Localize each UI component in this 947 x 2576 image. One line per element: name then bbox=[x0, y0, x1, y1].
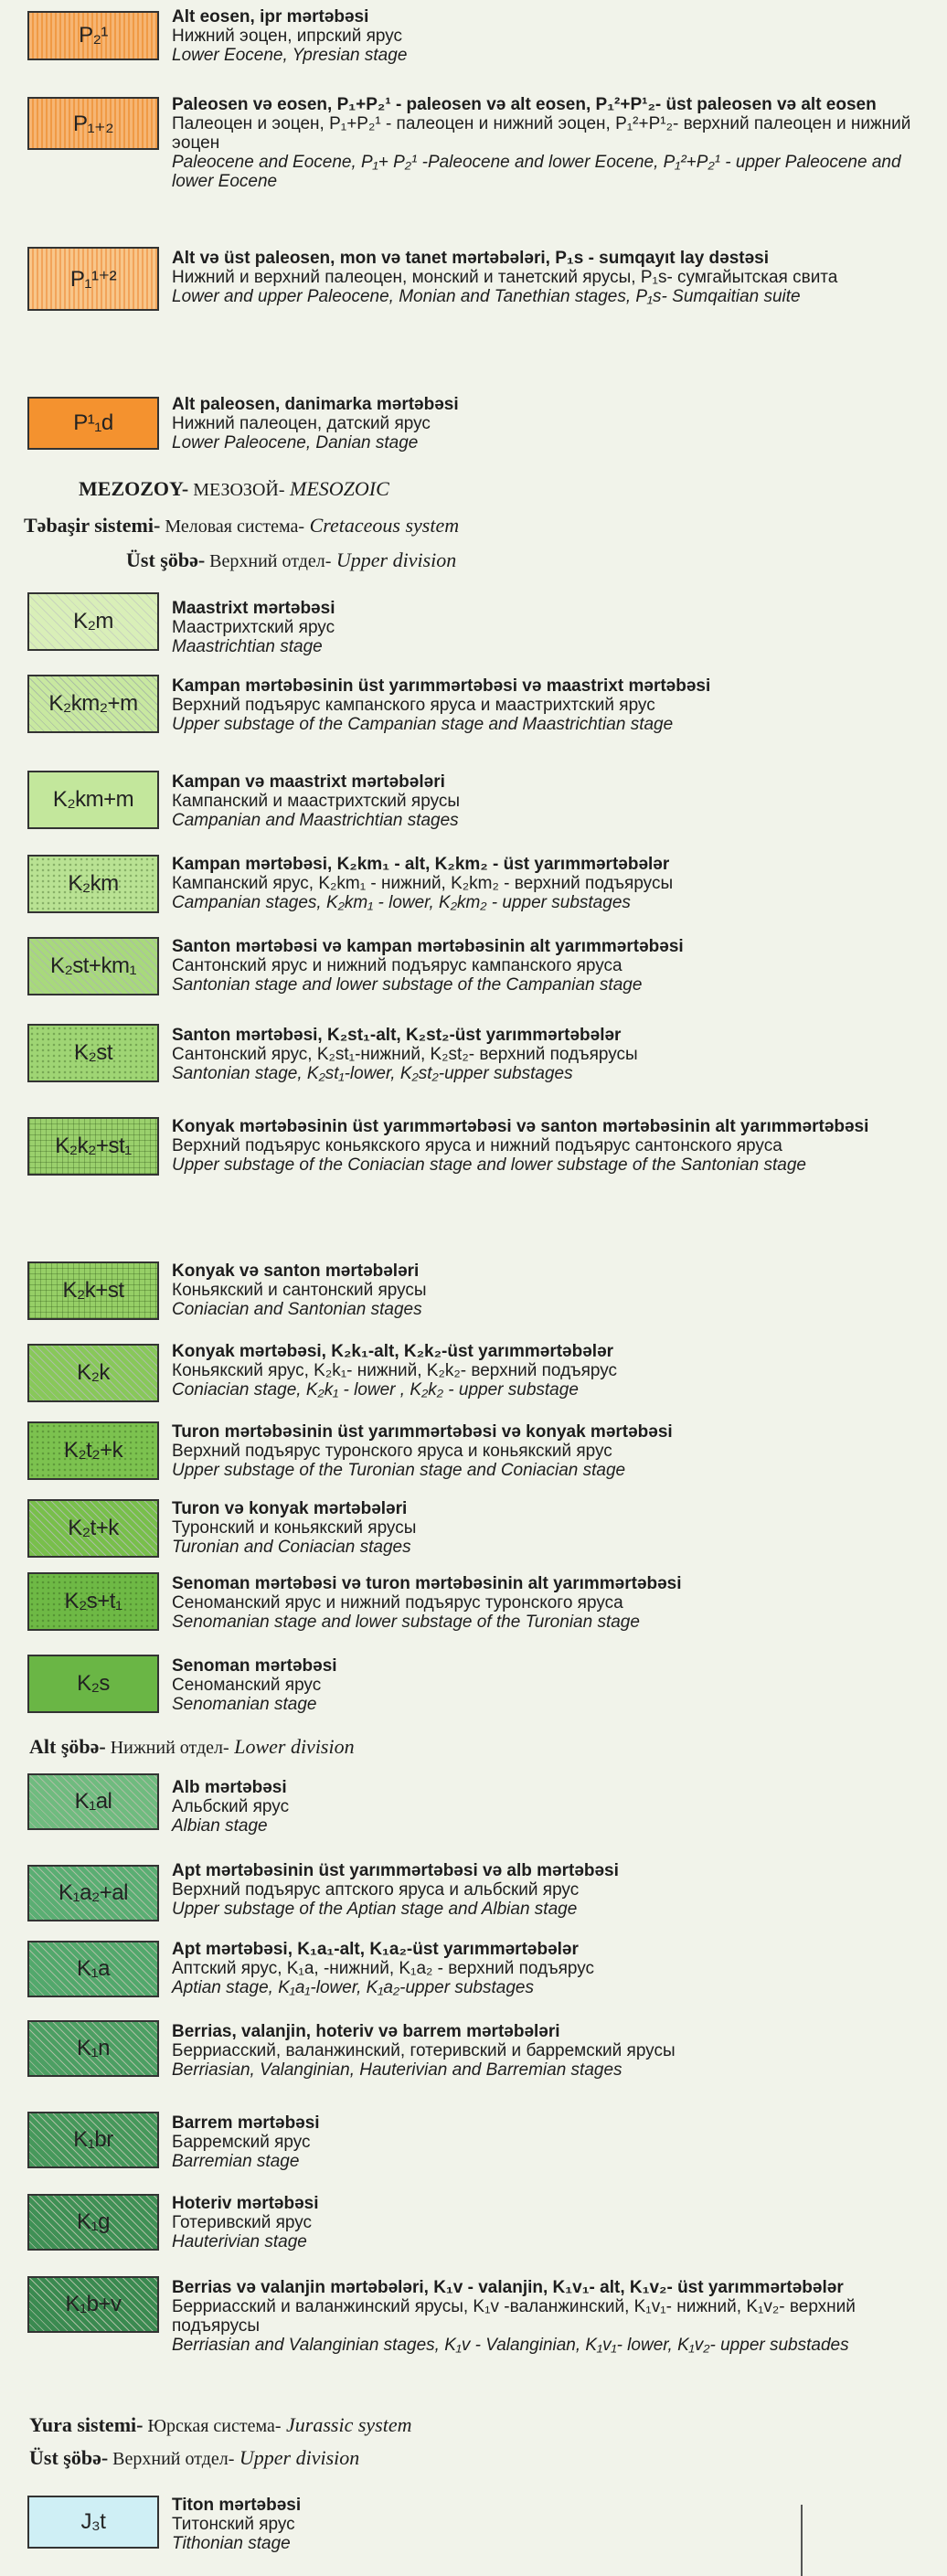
legend-swatch: P₂¹ bbox=[27, 11, 159, 60]
legend-label-en: Albian stage bbox=[172, 1816, 268, 1836]
legend-label-ru: Кампанский ярус, K₂km₁ - нижний, K₂km₂ - верхний подъярусы bbox=[172, 874, 674, 893]
heading-ru: Юрская система- bbox=[143, 2416, 282, 2436]
legend-label-ru: Верхний подъярус аптского яруса и альбский ярус bbox=[172, 1880, 580, 1900]
heading-cretaceous bbox=[24, 514, 459, 538]
legend-label-az: Berrias və valanjin mərtəbələri, K₁v - valanjin, K₁v₁- alt, K₁v₂- üst yarımmərtəbələr bbox=[172, 2278, 844, 2297]
legend-label-az: Kampan mərtəbəsinin üst yarımmərtəbəsi və maastrixt mərtəbəsi bbox=[172, 676, 711, 696]
legend-text bbox=[172, 1261, 921, 1319]
heading-upper-division-jurassic bbox=[29, 2446, 359, 2470]
legend-swatch: K₂km₂+m bbox=[27, 675, 159, 733]
legend-text bbox=[172, 676, 921, 734]
legend-label-az: Santon mərtəbəsi, K₂st₁-alt, K₂st₂-üst yarımmərtəbələr bbox=[172, 1026, 622, 1045]
legend-text bbox=[172, 1499, 921, 1557]
legend-label-ru: Кампанский и маастрихтский ярусы bbox=[172, 792, 461, 811]
legend-label-en: Coniacian and Santonian stages bbox=[172, 1300, 422, 1319]
legend-label-az: Titon mərtəbəsi bbox=[172, 2496, 302, 2515]
legend-swatch: K₁a₂+al bbox=[27, 1865, 159, 1921]
legend-label-az: Apt mərtəbəsi, K₁a₁-alt, K₁a₂-üst yarımmərtəbələr bbox=[172, 1940, 579, 1959]
legend-swatch: K₂s+t₁ bbox=[27, 1572, 159, 1631]
legend-swatch: K₂t+k bbox=[27, 1499, 159, 1558]
legend-label-en: Senomanian stage and lower substage of the Turonian stage bbox=[172, 1613, 640, 1632]
legend-label-ru: Барремский ярус bbox=[172, 2133, 311, 2152]
legend-label-en: Campanian and Maastrichtian stages bbox=[172, 811, 459, 830]
legend-label-az: Alt paleosen, danimarka mərtəbəsi bbox=[172, 395, 459, 414]
legend-label-en: Lower Paleocene, Danian stage bbox=[172, 433, 419, 452]
legend-label-az: Barrem mərtəbəsi bbox=[172, 2113, 320, 2133]
legend-label-en: Hauterivian stage bbox=[172, 2232, 307, 2251]
legend-label-az: Hoteriv mərtəbəsi bbox=[172, 2194, 319, 2213]
legend-text bbox=[172, 1861, 921, 1919]
heading-ru: МЕЗОЗОЙ- bbox=[188, 480, 285, 500]
legend-swatch: K₂m bbox=[27, 592, 159, 651]
legend-swatch: P₁¹⁺² bbox=[27, 247, 159, 311]
legend-label-ru: Нижний эоцен, ипрский ярус bbox=[172, 27, 403, 46]
legend-label-en: Campanian stages, K₂km₁ - lower, K₂km₂ - upper substages bbox=[172, 893, 631, 912]
legend-text bbox=[172, 2022, 921, 2080]
legend-text bbox=[172, 1422, 921, 1480]
legend-label-en: Lower and upper Paleocene, Monian and Tanethian stages, P₁s- Sumqaitian suite bbox=[172, 287, 801, 306]
legend-label-az: Kampan və maastrixt mərtəbələri bbox=[172, 772, 445, 792]
legend-label-az: Berrias, valanjin, hoteriv və barrem mərtəbələri bbox=[172, 2022, 560, 2041]
heading-az: Üst şöbə- bbox=[29, 2446, 109, 2469]
legend-label-en: Berriasian, Valanginian, Hauterivian and Barremian stages bbox=[172, 2060, 622, 2080]
legend-label-az: Senoman mərtəbəsi və turon mərtəbəsinin alt yarımmərtəbəsi bbox=[172, 1574, 682, 1593]
legend-text bbox=[172, 2113, 921, 2171]
legend-label-ru: Коньякский и сантонский ярусы bbox=[172, 1281, 427, 1300]
legend-text bbox=[172, 2496, 921, 2553]
heading-ru: Нижний отдел- bbox=[105, 1738, 229, 1758]
legend-text bbox=[172, 855, 921, 912]
legend-label-az: Maastrixt mərtəbəsi bbox=[172, 599, 335, 618]
legend-text bbox=[172, 1778, 921, 1836]
heading-az: MEZOZOY- bbox=[79, 477, 189, 500]
legend-label-az: Senoman mərtəbəsi bbox=[172, 1656, 337, 1676]
legend-label-en: Upper substage of the Campanian stage and Maastrichtian stage bbox=[172, 715, 674, 734]
legend-label-ru: Маастрихтский ярус bbox=[172, 618, 335, 637]
legend-label-ru: Аптский ярус, K₁a, -нижний, K₁a₂ - верхний подъярус bbox=[172, 1959, 595, 1978]
legend-swatch: K₂s bbox=[27, 1655, 159, 1713]
legend-swatch: K₁g bbox=[27, 2194, 159, 2251]
legend-swatch: K₁b+v bbox=[27, 2276, 159, 2333]
heading-en: MESOZOIC bbox=[284, 477, 389, 500]
legend-label-ru: Титонский ярус bbox=[172, 2515, 295, 2534]
legend-label-ru: Сантонский ярус и нижний подъярус кампанского яруса bbox=[172, 956, 622, 975]
heading-az: Yura sistemi- bbox=[29, 2413, 144, 2436]
legend-label-en: Senomanian stage bbox=[172, 1695, 317, 1714]
legend-text bbox=[172, 1117, 921, 1175]
legend-label-en: Aptian stage, K₁a₁-lower, K₁a₂-upper substages bbox=[172, 1978, 534, 1997]
legend-label-az: Turon mərtəbəsinin üst yarımmərtəbəsi və konyak mərtəbəsi bbox=[172, 1422, 673, 1442]
legend-label-en: Coniacian stage, K₂k₁ - lower , K₂k₂ - upper substage bbox=[172, 1380, 579, 1400]
heading-upper-division bbox=[126, 548, 456, 572]
legend-swatch: K₂km+m bbox=[27, 771, 159, 829]
heading-en: Cretaceous system bbox=[304, 514, 460, 537]
heading-en: Lower division bbox=[229, 1735, 355, 1758]
legend-swatch: K₂k+st bbox=[27, 1261, 159, 1320]
legend-label-en: Turonian and Coniacian stages bbox=[172, 1538, 411, 1557]
legend-label-en: Upper substage of the Aptian stage and Albian stage bbox=[172, 1900, 578, 1919]
heading-az: Üst şöbə- bbox=[126, 548, 206, 571]
legend-label-ru: Берриасский и валанжинский ярусы, K₁v -валанжинский, K₁v₁- нижний, K₁v₂- верхний подъярусы bbox=[172, 2297, 856, 2336]
legend-swatch: P₁₊₂ bbox=[27, 97, 159, 150]
legend-swatch: K₂t₂+k bbox=[27, 1421, 159, 1480]
legend-label-ru: Альбский ярус bbox=[172, 1797, 290, 1816]
heading-ru: Верхний отдел- bbox=[108, 2449, 235, 2469]
legend-label-en: Lower Eocene, Ypresian stage bbox=[172, 46, 408, 65]
legend-text bbox=[172, 2194, 921, 2251]
heading-jurassic bbox=[29, 2413, 412, 2437]
legend-label-ru: Сантонский ярус, K₂st₁-нижний, K₂st₂- верхний подъярусы bbox=[172, 1045, 638, 1064]
legend-text bbox=[172, 599, 921, 656]
legend-label-az: Konyak mərtəbəsinin üst yarımmərtəbəsi və santon mərtəbəsinin alt yarımmərtəbəsi bbox=[172, 1117, 869, 1136]
heading-az: Təbaşir sistemi- bbox=[24, 514, 161, 537]
legend-label-az: Alb mərtəbəsi bbox=[172, 1778, 287, 1797]
legend-label-az: Apt mərtəbəsinin üst yarımmərtəbəsi və alb mərtəbəsi bbox=[172, 1861, 619, 1880]
legend-swatch: K₁a bbox=[27, 1941, 159, 1997]
heading-en: Upper division bbox=[234, 2446, 360, 2469]
legend-label-ru: Сеноманский ярус и нижний подъярус туронского яруса bbox=[172, 1593, 623, 1613]
legend-swatch: K₂km bbox=[27, 855, 159, 913]
legend-label-en: Santonian stage, K₂st₁-lower, K₂st₂-upper substages bbox=[172, 1064, 573, 1083]
legend-label-az: Konyak və santon mərtəbələri bbox=[172, 1261, 420, 1281]
legend-label-en: Upper substage of the Coniacian stage and lower substage of the Santonian stage bbox=[172, 1155, 806, 1175]
legend-label-ru: Верхний подъярус коньякского яруса и нижний подъярус сантонского яруса bbox=[172, 1136, 782, 1155]
legend-text bbox=[172, 1656, 921, 1714]
legend-label-en: Berriasian and Valanginian stages, K₁v - Valanginian, K₁v₁- lower, K₁v₂- upper substades bbox=[172, 2336, 849, 2355]
legend-label-en: Maastrichtian stage bbox=[172, 637, 323, 656]
legend-label-az: Turon və konyak mərtəbələri bbox=[172, 1499, 408, 1518]
legend-swatch: K₂st bbox=[27, 1024, 159, 1082]
legend-swatch: P¹₁d bbox=[27, 397, 159, 450]
legend-label-en: Santonian stage and lower substage of the Campanian stage bbox=[172, 975, 643, 995]
heading-en: Upper division bbox=[331, 548, 457, 571]
legend-label-ru: Верхний подъярус туронского яруса и коньякский ярус bbox=[172, 1442, 612, 1461]
heading-lower-division bbox=[29, 1735, 355, 1759]
legend-swatch: K₂k₂+st₁ bbox=[27, 1117, 159, 1176]
legend-text bbox=[172, 1574, 921, 1632]
legend-label-en: Paleocene and Eocene, P₁+ P₂¹ -Paleocene and lower Eocene, P₁²+P₂¹ - upper Paleocene and lower Eocene bbox=[172, 153, 901, 191]
legend-text bbox=[172, 772, 921, 830]
legend-swatch: K₁br bbox=[27, 2112, 159, 2168]
legend-label-ru: Берриасский, валанжинский, готеривский и барремский ярусы bbox=[172, 2041, 676, 2060]
legend-text bbox=[172, 1940, 921, 1997]
legend-text bbox=[172, 2278, 921, 2355]
legend-label-ru: Сеноманский ярус bbox=[172, 1676, 322, 1695]
legend-label-az: Paleosen və eosen, P₁+P₂¹ - paleosen və alt eosen, P₁²+P¹₂- üst paleosen və alt eosen bbox=[172, 95, 877, 114]
heading-mesozoic bbox=[79, 477, 389, 501]
legend-label-az: Kampan mərtəbəsi, K₂km₁ - alt, K₂km₂ - üst yarımmərtəbələr bbox=[172, 855, 670, 874]
heading-en: Jurassic system bbox=[281, 2413, 412, 2436]
legend-label-ru: Верхний подъярус кампанского яруса и маастрихтский ярус bbox=[172, 696, 655, 715]
legend-swatch: K₂st+km₁ bbox=[27, 937, 159, 995]
legend-swatch: K₂k bbox=[27, 1344, 159, 1402]
legend-text bbox=[172, 1342, 921, 1400]
legend-label-ru: Коньякский ярус, K₂k₁- нижний, K₂k₂- верхний подъярус bbox=[172, 1361, 618, 1380]
legend-label-ru: Нижний и верхний палеоцен, монский и танетский ярусы, P₁s- сумгайытская свита bbox=[172, 268, 838, 287]
legend-label-az: Alt və üst paleosen, mon və tanet mərtəbələri, P₁s - sumqayıt lay dəstəsi bbox=[172, 249, 770, 268]
legend-label-ru: Нижний палеоцен, датский ярус bbox=[172, 414, 431, 433]
legend-swatch: J₃t bbox=[27, 2496, 159, 2549]
legend-label-az: Santon mərtəbəsi və kampan mərtəbəsinin alt yarımmərtəbəsi bbox=[172, 937, 684, 956]
legend-label-az: Konyak mərtəbəsi, K₂k₁-alt, K₂k₂-üst yarımmərtəbələr bbox=[172, 1342, 614, 1361]
legend-label-az: Alt eosen, ipr mərtəbəsi bbox=[172, 7, 369, 27]
legend-swatch: K₁n bbox=[27, 2020, 159, 2077]
legend-label-ru: Туронский и коньякский ярусы bbox=[172, 1518, 417, 1538]
heading-az: Alt şöbə- bbox=[29, 1735, 106, 1758]
heading-ru: Верхний отдел- bbox=[205, 551, 332, 571]
legend-label-en: Barremian stage bbox=[172, 2152, 300, 2171]
legend-label-en: Tithonian stage bbox=[172, 2534, 291, 2553]
legend-label-ru: Готеривский ярус bbox=[172, 2213, 313, 2232]
legend-label-en: Upper substage of the Turonian stage and Coniacian stage bbox=[172, 1461, 626, 1480]
legend-swatch: K₁al bbox=[27, 1773, 159, 1830]
legend-label-ru: Палеоцен и эоцен, P₁+P₂¹ - палеоцен и нижний эоцен, P₁²+P¹₂- верхний палеоцен и нижний эоцен bbox=[172, 114, 911, 153]
legend-text bbox=[172, 1026, 921, 1083]
border-line bbox=[801, 2505, 803, 2576]
legend-text bbox=[172, 937, 921, 995]
heading-ru: Меловая система- bbox=[160, 516, 305, 537]
